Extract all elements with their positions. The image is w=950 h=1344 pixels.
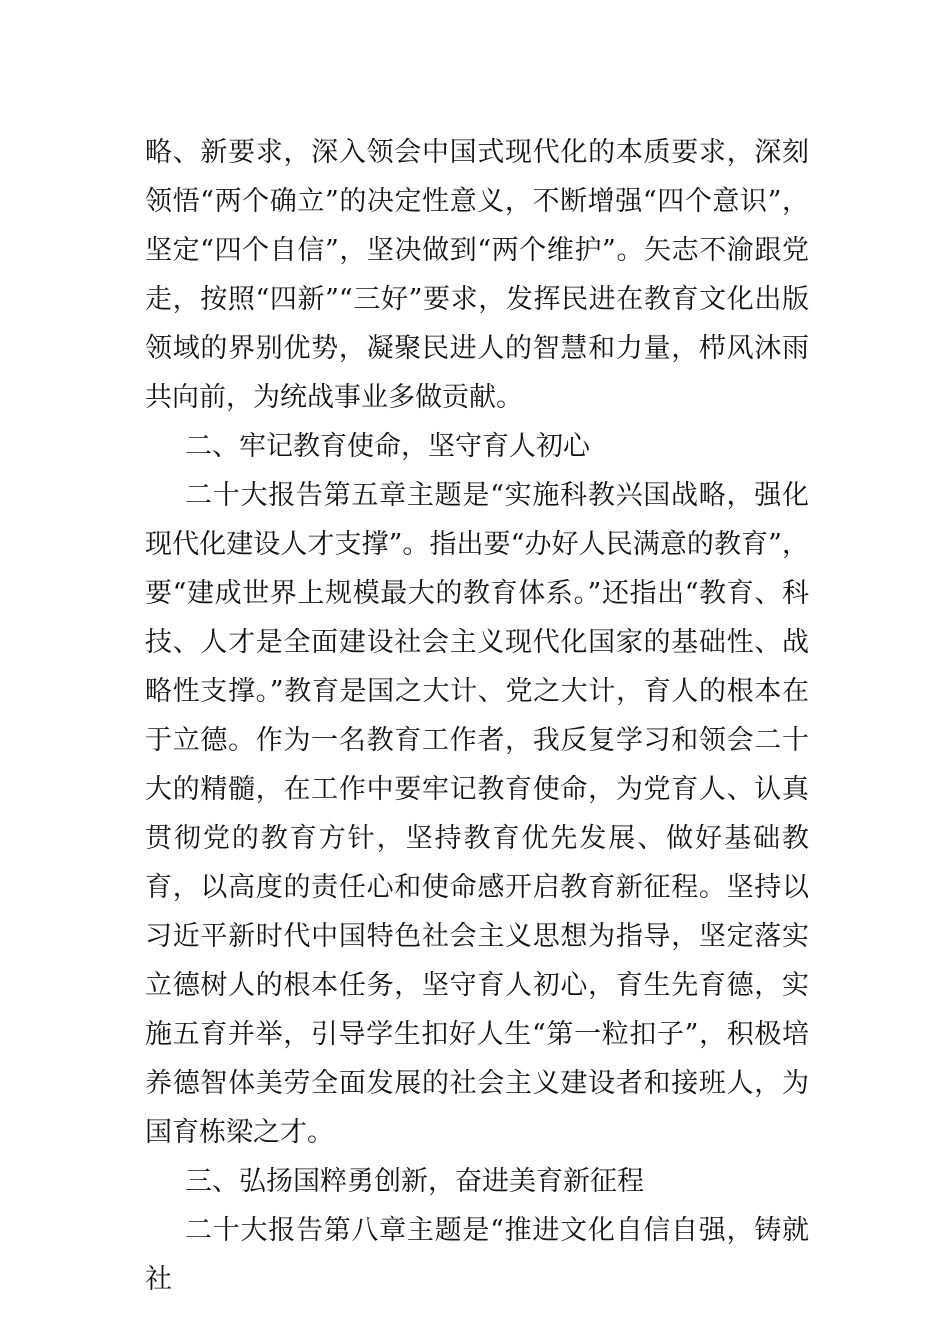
paragraph-culture-confidence: 二十大报告第八章主题是“推进文化自信自强，铸就社 — [145, 1215, 809, 1295]
section-heading-2: 二、牢记教育使命，坚守育人初心 — [185, 431, 590, 462]
paragraph-education-mission: 二十大报告第五章主题是“实施科教兴国战略，强化现代化建设人才支撑”。指出要“办好人民满意的教育”，要“建成世界上规模最大的教育体系。”还指出“教育、科技、人才是全面建设社会主义现代化国家的基础性、战略性支撑。”教育是国之大计、党之大计，育人的根本在于立德。作为一名教育工作者，我反复学习和领会二十大的精髓，在工作中要牢记教育使命，为党育人、认真贯彻党的教育方针，坚持教育优先发展、做好基础教育，以高度的责任心和使命感开启教育新征程。坚持以习近平新时代中国特色社会主义思想为指导，坚定落实立德树人的根本任务，坚守育人初心，育生先育德，实施五育并举，引导学生扣好人生“第一粒扣子”，积极培养德智体美劳全面发展的社会主义建设者和接班人，为国育栋梁之才。 — [145, 480, 809, 1148]
document-body — [145, 128, 809, 1304]
section-heading-3: 三、弘扬国粹勇创新，奋进美育新征程 — [185, 1166, 644, 1197]
paragraph-continuation: 略、新要求，深入领会中国式现代化的本质要求，深刻领悟“两个确立”的决定性意义，不断增强“四个意识”，坚定“四个自信”，坚决做到“两个维护”。矢志不渝跟党走，按照“四新”“三好”要求，发挥民进在教育文化出版领域的界别优势，凝聚民进人的智慧和力量，栉风沐雨共向前，为统战事业多做贡献。 — [145, 137, 809, 413]
